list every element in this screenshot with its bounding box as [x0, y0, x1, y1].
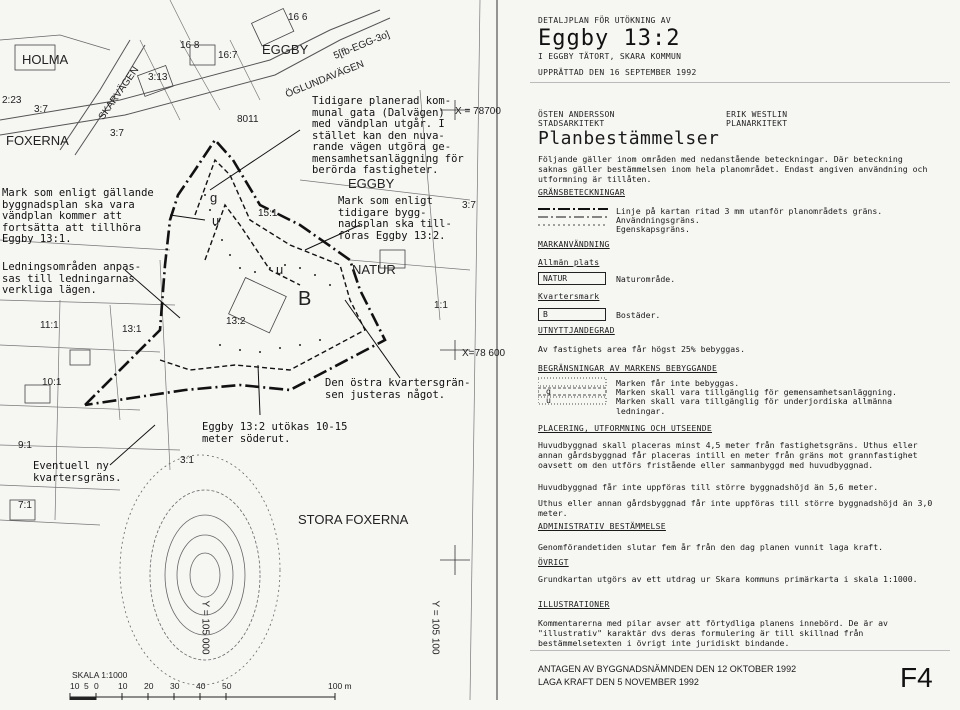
section-head-illu: ILLUSTRATIONER: [538, 600, 610, 609]
road-oglundavagen: ÖGLUNDAVÄGEN: [283, 58, 366, 101]
section-head-kvarter: Kvartersmark: [538, 292, 600, 301]
parcel-label: 2:23: [2, 95, 22, 106]
coord-x-bottom: X=78 600: [462, 348, 506, 359]
zone-natur: NATUR: [352, 262, 396, 277]
annotation-dalvagen: Tidigare planerad kom- munal gata (Dalvägen) med vändplan utgår. I stället kan den nuva- rande vägen utgöra ge- mensamhetsanläggning för berörda fastigheter.: [312, 95, 464, 176]
section-head-plac: PLACERING, UTFORMNING OCH UTSEENDE: [538, 424, 712, 433]
grans-item: Egenskapsgräns.: [616, 224, 690, 234]
parcel-label: 13:1: [122, 324, 142, 335]
parcel-label: 9:1: [18, 440, 32, 451]
code-box-b: B: [538, 308, 606, 321]
annotation-mark-eggby-13-2: Mark som enligt tidigare bygg- nadsplan ska till- föras Eggby 13:2.: [338, 195, 452, 242]
b-text: Bostäder.: [616, 310, 661, 320]
parcel-label: 3:7: [110, 128, 124, 139]
illu-text: Kommentarerna med pilar avser att förtydliga planens innebörd. De är av "illustrativ" karaktär dvs deras formulering är till skillnad från bestämmelsetexten i övrigt inte juridiskt bindande.: [538, 618, 888, 648]
sheet-number: F4: [900, 662, 933, 693]
scale-tick: 50: [222, 681, 232, 691]
plac-p3: Uthus eller annan gårdsbyggnad får inte uppföras till större byggnadshöjd än 3,0 meter.: [538, 498, 933, 518]
begr-item: Marken skall vara tillgänglig för underjordiska allmänna ledningar.: [616, 396, 893, 416]
begr-item: Marken skall vara tillgänglig för gemensamhetsanläggning.: [616, 387, 897, 397]
section-head-allman: Allmän plats: [538, 258, 600, 267]
parcel-label: 16 8: [180, 40, 200, 51]
location: I EGGBY TÄTORT, SKARA KOMMUN: [538, 52, 682, 61]
boundary-line-symbols: [538, 205, 608, 229]
footer-divider: [530, 650, 950, 651]
place-eggby-mid: EGGBY: [348, 176, 395, 191]
plan-name: Eggby 13:2: [538, 26, 681, 51]
annotation-ny-kvartersgrans: Eventuell ny kvartersgräns.: [33, 460, 122, 484]
place-stora-foxerna: STORA FOXERNA: [298, 512, 409, 527]
road-skarvagen: SKARVÄGEN: [96, 64, 142, 123]
code-u-2: u: [276, 262, 284, 277]
ovrigt-text: Grundkartan utgörs av ett utdrag ur Skara kommuns primärkarta i skala 1:1000.: [538, 574, 918, 584]
admin-text: Genomförandetiden slutar fem år från den dag planen vunnit laga kraft.: [538, 542, 884, 552]
annotation-ostra-kvartersgrans: Den östra kvartersgrän- sen justeras något.: [325, 377, 471, 401]
coord-x-top: X = 78700: [455, 106, 501, 117]
natur-text: Naturområde.: [616, 274, 676, 284]
section-head-begr: BEGRÄNSNINGAR AV MARKENS BEBYGGANDE: [538, 364, 718, 373]
parcel-label: 3:7: [462, 200, 476, 211]
annotation-ledningsomraden: Ledningsområden anpas- sas till ledningarnas verkliga lägen.: [2, 261, 142, 296]
scale-tick: 5: [84, 681, 89, 691]
parcel-label: 16:7: [218, 50, 238, 61]
planbest-intro: Följande gäller inom områden med nedanstående beteckningar. Där beteckning saknas gäller bestämmelsen inom hela planområdet. Endast angiven användning och utformning är tillåten.: [538, 154, 928, 184]
begr-item: Marken får inte bebyggas.: [616, 378, 740, 388]
parcel-label: 3:7: [34, 104, 48, 115]
code-g-symbol: g: [546, 386, 551, 396]
annotation-utokas: Eggby 13:2 utökas 10-15 meter söderut.: [202, 421, 348, 445]
parcel-label: 11:1: [40, 320, 59, 331]
code-box-natur: NATUR: [538, 272, 606, 285]
planbest-title: Planbestämmelser: [538, 128, 720, 149]
scale-tick: 10: [118, 681, 128, 691]
parcel-label: 7:1: [18, 500, 32, 511]
plac-p1: Huvudbyggnad skall placeras minst 4,5 meter från fastighetsgräns. Uthus eller annan gårdsbyggnad får placeras intill en meter från gräns mot grannfastighet oavsett om den utförs fristående eller sammanbyggd med huvudbyggnad.: [538, 440, 918, 470]
coord-y-left: Y = 105 000: [199, 600, 211, 655]
scale-title: SKALA 1:1000: [72, 670, 128, 680]
code-u-symbol: u: [546, 395, 551, 405]
parcel-label: 10:1: [42, 377, 62, 388]
parcel-label: 15:1: [258, 208, 278, 219]
place-holma: HOLMA: [22, 52, 69, 67]
coord-y-right: Y = 105 100: [429, 600, 441, 655]
scale-tick: 100 m: [328, 681, 352, 691]
parcel-label: 8011: [237, 114, 259, 125]
section-head-utnytt: UTNYTTJANDEGRAD: [538, 326, 615, 335]
scale-tick: 0: [94, 681, 99, 691]
scale-tick: 20: [144, 681, 154, 691]
header-divider: [530, 82, 950, 83]
architect-left-role: STADSARKITEKT: [538, 119, 605, 128]
code-g: g: [210, 190, 218, 205]
laga-kraft-line: LAGA KRAFT DEN 5 NOVEMBER 1992: [538, 677, 699, 687]
architect-left-name: ÖSTEN ANDERSSON: [538, 110, 615, 119]
architect-right-role: PLANARKITEKT: [726, 119, 788, 128]
parcel-label: 1:1: [434, 300, 448, 311]
parcel-label: 13:2: [226, 316, 246, 327]
parcel-label: 3:13: [148, 72, 168, 83]
date-line: UPPRÄTTAD DEN 16 SEPTEMBER 1992: [538, 68, 697, 77]
section-head-ovrigt: ÖVRIGT: [538, 558, 569, 567]
plac-p2: Huvudbyggnad får inte uppföras till större byggnadshöjd än 5,6 meter.: [538, 482, 879, 492]
place-foxerna: FOXERNA: [6, 133, 69, 148]
section-head-admin: ADMINISTRATIV BESTÄMMELSE: [538, 522, 666, 531]
grans-item: Användningsgräns.: [616, 215, 700, 225]
scale-tick: 30: [170, 681, 180, 691]
section-head-grans: GRÄNSBETECKNINGAR: [538, 188, 625, 197]
architect-right-name: ERIK WESTLIN: [726, 110, 788, 119]
legend-panel: [528, 12, 948, 702]
parcel-label: 3:1: [180, 455, 194, 466]
section-head-markanv: MARKANVÄNDNING: [538, 240, 610, 249]
code-u-1: u: [212, 213, 220, 228]
doc-type: DETALJPLAN FÖR UTÖKNING AV: [538, 16, 672, 25]
grans-item: Linje på kartan ritad 3 mm utanför planområdets gräns.: [616, 206, 883, 216]
place-eggby-top: EGGBY: [262, 42, 309, 57]
scale-tick: 10: [70, 681, 80, 691]
zone-b: B: [298, 288, 312, 310]
parcel-label: 5[fb-EGG-3o]: [332, 29, 392, 62]
parcel-label: 16 6: [288, 12, 308, 23]
antagen-line: ANTAGEN AV BYGGNADSNÄMNDEN DEN 12 OKTOBER 1992: [538, 664, 797, 674]
scale-tick: 40: [196, 681, 206, 691]
utnytt-text: Av fastighets area får högst 25% bebyggas.: [538, 344, 746, 354]
annotation-vandplan: Mark som enligt gällande byggnadsplan ska vara vändplan kommer att fortsätta att tillhöra Eggby 13:1.: [2, 187, 154, 245]
